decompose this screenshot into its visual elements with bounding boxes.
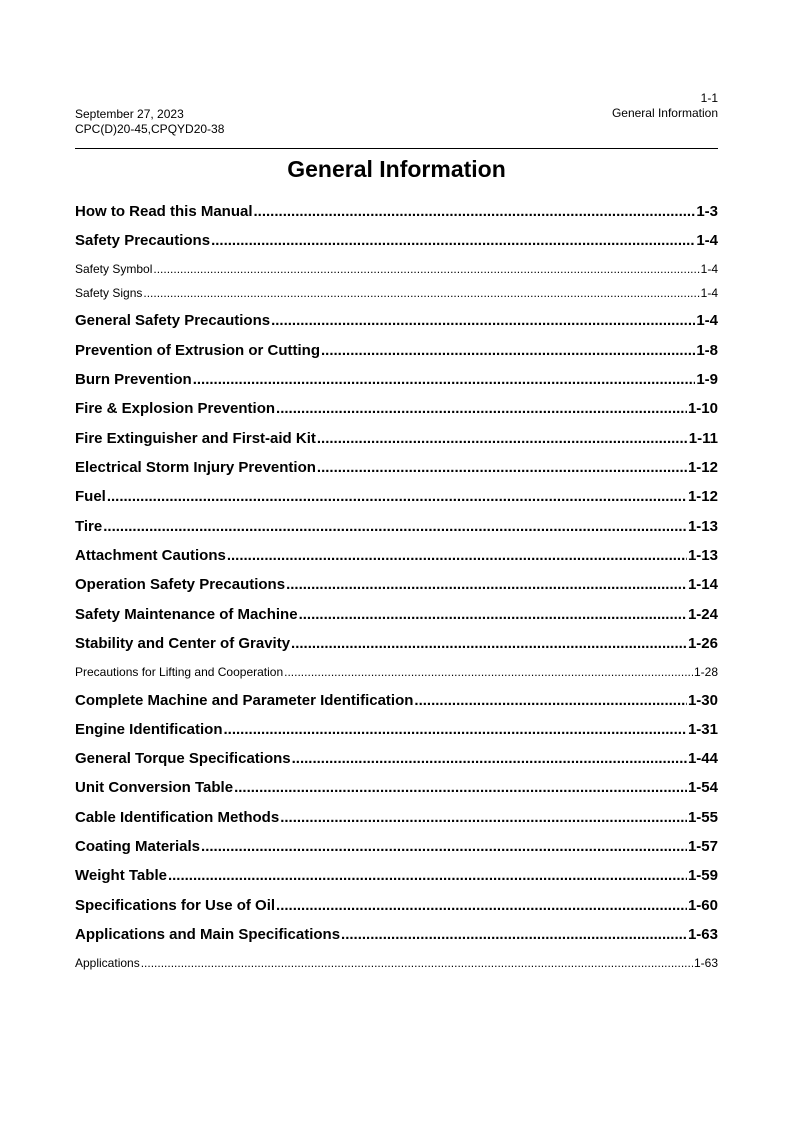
toc-entry-label: Safety Signs bbox=[75, 286, 143, 300]
toc-entry[interactable] bbox=[75, 429, 718, 449]
toc-entry-page: 1-4 bbox=[696, 232, 718, 249]
toc-entry[interactable] bbox=[75, 517, 718, 537]
toc-leader-dots bbox=[276, 399, 687, 419]
toc-entry[interactable] bbox=[75, 311, 718, 331]
toc-leader-dots bbox=[284, 664, 693, 680]
toc-leader-dots bbox=[280, 808, 687, 828]
toc-entry[interactable] bbox=[75, 231, 718, 251]
toc-entry[interactable] bbox=[75, 341, 718, 361]
toc-entry-label: Complete Machine and Parameter Identification bbox=[75, 692, 414, 709]
toc-entry[interactable] bbox=[75, 664, 718, 680]
toc-entry-label: Fire Extinguisher and First-aid Kit bbox=[75, 430, 316, 447]
toc-leader-dots bbox=[211, 231, 695, 251]
toc-entry-label: Tire bbox=[75, 518, 103, 535]
toc-entry-label: Safety Symbol bbox=[75, 262, 153, 276]
toc-entry-label: Electrical Storm Injury Prevention bbox=[75, 459, 316, 476]
toc-leader-dots bbox=[234, 778, 687, 798]
toc-entry-page: 1-26 bbox=[687, 635, 718, 652]
toc-entry[interactable] bbox=[75, 866, 718, 886]
toc-entry[interactable] bbox=[75, 837, 718, 857]
toc-entry-label: Cable Identification Methods bbox=[75, 809, 280, 826]
toc-entry-page: 1-30 bbox=[687, 692, 718, 709]
toc-leader-dots bbox=[224, 720, 687, 740]
toc-entry[interactable] bbox=[75, 925, 718, 945]
header-section: General Information bbox=[611, 106, 718, 120]
header-model: CPC(D)20-45,CPQYD20-38 bbox=[75, 122, 225, 136]
toc-entry[interactable] bbox=[75, 808, 718, 828]
toc-entry-page: 1-4 bbox=[700, 286, 718, 300]
toc-leader-dots bbox=[193, 370, 696, 390]
toc-leader-dots bbox=[414, 691, 687, 711]
toc-entry[interactable] bbox=[75, 261, 718, 277]
toc-entry-page: 1-13 bbox=[687, 547, 718, 564]
toc-entry[interactable] bbox=[75, 778, 718, 798]
toc-entry-page: 1-59 bbox=[687, 867, 718, 884]
toc-entry-page: 1-44 bbox=[687, 750, 718, 767]
table-of-contents bbox=[75, 0, 718, 1122]
toc-entry-page: 1-13 bbox=[687, 518, 718, 535]
toc-leader-dots bbox=[143, 285, 699, 301]
toc-entry-page: 1-63 bbox=[693, 956, 718, 970]
toc-leader-dots bbox=[299, 605, 687, 625]
toc-leader-dots bbox=[271, 311, 695, 331]
toc-entry-label: Coating Materials bbox=[75, 838, 201, 855]
toc-entry-label: Unit Conversion Table bbox=[75, 779, 234, 796]
toc-entry-label: General Torque Specifications bbox=[75, 750, 291, 767]
toc-entry[interactable] bbox=[75, 546, 718, 566]
toc-entry-page: 1-12 bbox=[687, 488, 718, 505]
toc-entry[interactable] bbox=[75, 896, 718, 916]
toc-entry-page: 1-60 bbox=[687, 897, 718, 914]
toc-entry-page: 1-31 bbox=[687, 721, 718, 738]
page-title: General Information bbox=[287, 156, 506, 182]
toc-entry[interactable] bbox=[75, 370, 718, 390]
toc-entry-page: 1-4 bbox=[696, 312, 718, 329]
toc-leader-dots bbox=[317, 429, 688, 449]
toc-leader-dots bbox=[107, 487, 687, 507]
toc-leader-dots bbox=[291, 634, 687, 654]
toc-leader-dots bbox=[341, 925, 687, 945]
toc-entry-label: General Safety Precautions bbox=[75, 312, 271, 329]
toc-leader-dots bbox=[227, 546, 687, 566]
toc-entry[interactable] bbox=[75, 202, 718, 222]
header-page-number: 1-1 bbox=[700, 91, 718, 105]
toc-leader-dots bbox=[141, 955, 693, 971]
toc-entry[interactable] bbox=[75, 634, 718, 654]
toc-entry-label: Fire & Explosion Prevention bbox=[75, 400, 276, 417]
toc-entry-label: Applications and Main Specifications bbox=[75, 926, 341, 943]
toc-entry-page: 1-57 bbox=[687, 838, 718, 855]
toc-entry[interactable] bbox=[75, 605, 718, 625]
toc-entry[interactable] bbox=[75, 458, 718, 478]
toc-entry-page: 1-3 bbox=[696, 203, 718, 220]
toc-leader-dots bbox=[321, 341, 695, 361]
toc-entry-label: Safety Precautions bbox=[75, 232, 211, 249]
header-date: September 27, 2023 bbox=[75, 107, 184, 121]
toc-leader-dots bbox=[292, 749, 687, 769]
toc-entry-label: Weight Table bbox=[75, 867, 167, 884]
toc-entry[interactable] bbox=[75, 487, 718, 507]
toc-entry-label: Safety Maintenance of Machine bbox=[75, 606, 298, 623]
toc-entry-label: Stability and Center of Gravity bbox=[75, 635, 291, 652]
toc-leader-dots bbox=[153, 261, 699, 277]
toc-entry-page: 1-9 bbox=[696, 371, 718, 388]
toc-entry-page: 1-8 bbox=[696, 342, 718, 359]
toc-entry-label: Fuel bbox=[75, 488, 106, 505]
toc-entry-page: 1-11 bbox=[688, 430, 718, 447]
toc-entry[interactable] bbox=[75, 955, 718, 971]
toc-entry-label: Engine Identification bbox=[75, 721, 223, 738]
toc-entry-label: Operation Safety Precautions bbox=[75, 576, 286, 593]
toc-entry-page: 1-10 bbox=[687, 400, 718, 417]
toc-entry-page: 1-55 bbox=[687, 809, 718, 826]
toc-entry[interactable] bbox=[75, 691, 718, 711]
toc-entry[interactable] bbox=[75, 749, 718, 769]
toc-entry-label: Prevention of Extrusion or Cutting bbox=[75, 342, 321, 359]
toc-leader-dots bbox=[201, 837, 687, 857]
toc-entry-label: Applications bbox=[75, 956, 140, 970]
toc-entry-label: Attachment Cautions bbox=[75, 547, 226, 564]
toc-leader-dots bbox=[286, 575, 687, 595]
toc-entry-label: Precautions for Lifting and Cooperation bbox=[75, 665, 284, 679]
toc-entry-label: Burn Prevention bbox=[75, 371, 192, 388]
toc-entry[interactable] bbox=[75, 399, 718, 419]
toc-entry-label: How to Read this Manual bbox=[75, 203, 253, 220]
toc-leader-dots bbox=[168, 866, 687, 886]
toc-entry-page: 1-14 bbox=[687, 576, 718, 593]
toc-entry[interactable] bbox=[75, 285, 718, 301]
toc-entry[interactable] bbox=[75, 575, 718, 595]
toc-entry-page: 1-4 bbox=[700, 262, 718, 276]
toc-entry-page: 1-63 bbox=[687, 926, 718, 943]
toc-leader-dots bbox=[276, 896, 687, 916]
toc-entry[interactable] bbox=[75, 720, 718, 740]
toc-entry-page: 1-54 bbox=[687, 779, 718, 796]
toc-entry-page: 1-24 bbox=[687, 606, 718, 623]
toc-leader-dots bbox=[103, 517, 687, 537]
toc-leader-dots bbox=[254, 202, 696, 222]
toc-entry-page: 1-12 bbox=[687, 459, 718, 476]
toc-entry-label: Specifications for Use of Oil bbox=[75, 897, 276, 914]
toc-leader-dots bbox=[317, 458, 687, 478]
toc-entry-page: 1-28 bbox=[693, 665, 718, 679]
